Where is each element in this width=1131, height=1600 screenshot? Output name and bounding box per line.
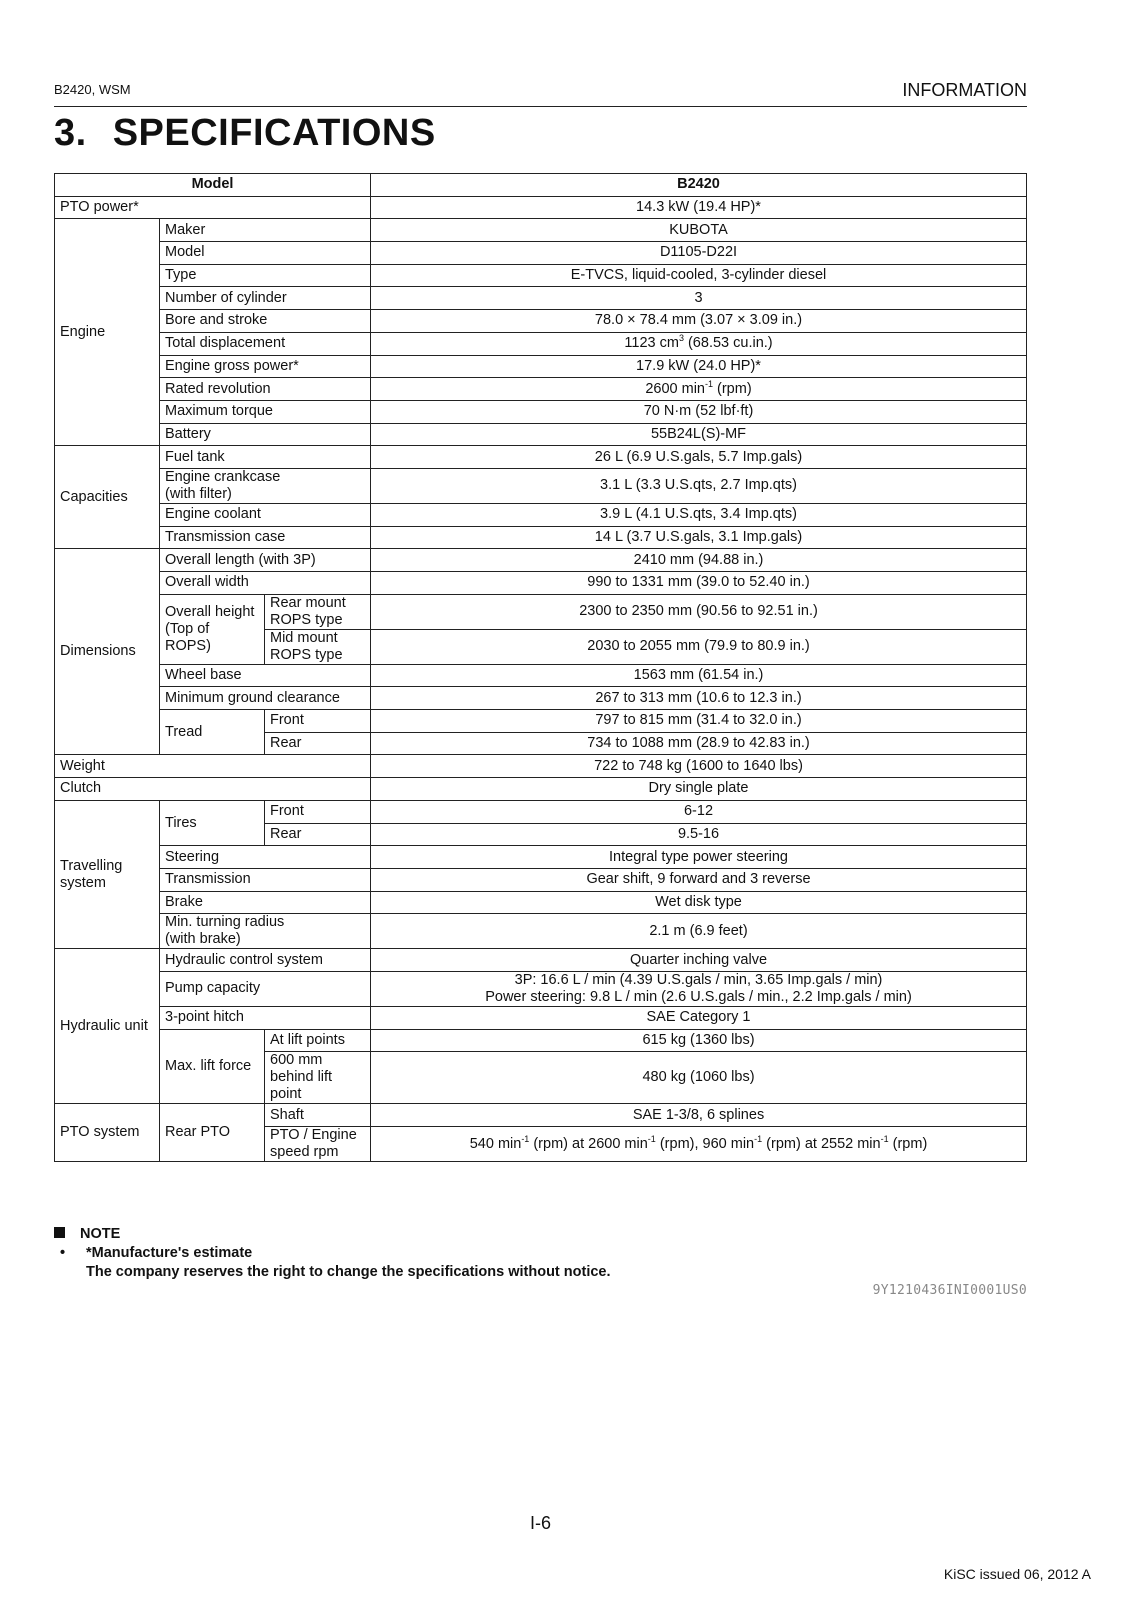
row-label: Rear mount ROPS type: [265, 594, 371, 629]
row-value: SAE 1-3/8, 6 splines: [371, 1104, 1027, 1127]
table-row: [55, 1029, 1027, 1052]
row-value: 6-12: [371, 800, 1027, 823]
page-title: [54, 112, 436, 155]
row-value: 14.3 kW (19.4 HP)*: [371, 196, 1027, 219]
note-body: [60, 1244, 611, 1282]
row-label: Wheel base: [160, 664, 371, 687]
table-row: [55, 687, 1027, 710]
section-number: 3.: [54, 112, 87, 154]
group-pto-system: PTO system: [55, 1104, 160, 1162]
row-label: Rear: [265, 823, 371, 846]
table-row: [55, 1006, 1027, 1029]
row-value: 540 $\min^{-1} (rpm)$ at 2600 $\min^{-1} (rpm)$, 960 $\min^{-1} (rpm)$ at 2552 $\min^{-1} (rpm)$: [371, 1127, 1027, 1162]
row-value: 267 to 313 mm (10.6 to 12.3 in.): [371, 687, 1027, 710]
row-label: Overall length (with 3P): [160, 549, 371, 572]
document-code: 9Y1210436INI0001US0: [872, 1283, 1027, 1298]
table-row: [55, 526, 1027, 549]
row-value: 17.9 kW (24.0 HP)*: [371, 355, 1027, 378]
row-value: D1105-D22I: [371, 242, 1027, 265]
row-value: 2600 $\min^{-1} (rpm)$: [371, 378, 1027, 401]
row-label: 600 mm behind lift point: [265, 1052, 371, 1104]
table-row: [55, 468, 1027, 503]
row-value: 26 L (6.9 U.S.gals, 5.7 Imp.gals): [371, 446, 1027, 469]
table-row: [55, 914, 1027, 949]
table-row: [55, 423, 1027, 446]
group-capacities: Capacities: [55, 446, 160, 549]
row-label: 3-point hitch: [160, 1006, 371, 1029]
table-row: [55, 446, 1027, 469]
row-label: Total displacement: [160, 332, 371, 355]
table-row: [55, 800, 1027, 823]
row-label: Front: [265, 710, 371, 733]
row-label: At lift points: [265, 1029, 371, 1052]
row-label: Engine crankcase (with filter): [160, 468, 371, 503]
square-bullet-icon: [54, 1227, 65, 1238]
row-value: Wet disk type: [371, 891, 1027, 914]
bullet-icon: •: [60, 1245, 66, 1261]
row-label: Mid mount ROPS type: [265, 629, 371, 664]
row-value: 990 to 1331 mm (39.0 to 52.40 in.): [371, 572, 1027, 595]
note-line-1: *Manufacture's estimate: [86, 1245, 253, 1261]
row-label: Model: [160, 242, 371, 265]
table-row: [55, 891, 1027, 914]
table-row: [55, 868, 1027, 891]
table-row: [55, 594, 1027, 629]
row-value: 78.0 × 78.4 mm (3.07 × 3.09 in.): [371, 310, 1027, 333]
group-travelling-system: Travelling system: [55, 800, 160, 948]
row-label: Fuel tank: [160, 446, 371, 469]
row-label: Steering: [160, 846, 371, 869]
header-model: Model: [55, 174, 371, 197]
table-row: [55, 949, 1027, 972]
issue-info: KiSC issued 06, 2012 A: [943, 1566, 1091, 1582]
row-label: Type: [160, 264, 371, 287]
row-label: Front: [265, 800, 371, 823]
row-value: 615 kg (1360 lbs): [371, 1029, 1027, 1052]
row-label: Overall width: [160, 572, 371, 595]
row-value: 1123 $cm^3$ (68.53 cu.in.): [371, 332, 1027, 355]
row-label: PTO / Engine speed rpm: [265, 1127, 371, 1162]
group-hydraulic-unit: Hydraulic unit: [55, 949, 160, 1104]
row-value: 1563 mm (61.54 in.): [371, 664, 1027, 687]
header-section: INFORMATION: [902, 80, 1027, 100]
table-row: [55, 219, 1027, 242]
row-value: Integral type power steering: [371, 846, 1027, 869]
table-row: [55, 846, 1027, 869]
row-label: Shaft: [265, 1104, 371, 1127]
table-row: [55, 1104, 1027, 1127]
subgroup-overall-height: Overall height (Top of ROPS): [160, 594, 265, 664]
specifications-table: [54, 173, 1027, 1162]
row-value: 70 N·m (52 lbf·ft): [371, 400, 1027, 423]
table-row: [55, 310, 1027, 333]
row-value: 3.9 L (4.1 U.S.qts, 3.4 Imp.qts): [371, 503, 1027, 526]
row-value: 3.1 L (3.3 U.S.qts, 2.7 Imp.qts): [371, 468, 1027, 503]
note-heading: NOTE: [54, 1226, 120, 1242]
table-row: [55, 755, 1027, 778]
row-label: Transmission: [160, 868, 371, 891]
row-label: Rated revolution: [160, 378, 371, 401]
row-label: Pump capacity: [160, 971, 371, 1006]
subgroup-rear-pto: Rear PTO: [160, 1104, 265, 1162]
row-label: Brake: [160, 891, 371, 914]
row-value: 9.5-16: [371, 823, 1027, 846]
row-label: Minimum ground clearance: [160, 687, 371, 710]
note-line-2: The company reserves the right to change the specifications without notice.: [86, 1264, 611, 1280]
row-value: 3P: 16.6 L / min (4.39 U.S.gals / min, 3.65 Imp.gals / min) Power steering: 9.8 L / min (2.6 U.S.gals / min., 2.2 Imp.gals / min): [371, 971, 1027, 1006]
row-label: Engine gross power*: [160, 355, 371, 378]
table-row: [55, 400, 1027, 423]
row-value: 3: [371, 287, 1027, 310]
subgroup-tires: Tires: [160, 800, 265, 845]
row-value: KUBOTA: [371, 219, 1027, 242]
row-value: Dry single plate: [371, 778, 1027, 801]
row-label: Engine coolant: [160, 503, 371, 526]
row-value: 2.1 m (6.9 feet): [371, 914, 1027, 949]
row-value: 2300 to 2350 mm (90.56 to 92.51 in.): [371, 594, 1027, 629]
table-row: [55, 355, 1027, 378]
row-label: Number of cylinder: [160, 287, 371, 310]
table-row: [55, 971, 1027, 1006]
row-value: 734 to 1088 mm (28.9 to 42.83 in.): [371, 732, 1027, 755]
subgroup-max-lift-force: Max. lift force: [160, 1029, 265, 1104]
row-value: SAE Category 1: [371, 1006, 1027, 1029]
table-row: [55, 242, 1027, 265]
table-row: [55, 196, 1027, 219]
row-label: Maximum torque: [160, 400, 371, 423]
row-label: Weight: [55, 755, 371, 778]
table-row: [55, 287, 1027, 310]
row-label: Hydraulic control system: [160, 949, 371, 972]
row-label: Bore and stroke: [160, 310, 371, 333]
row-label: Maker: [160, 219, 371, 242]
row-value: Gear shift, 9 forward and 3 reverse: [371, 868, 1027, 891]
table-row: [55, 572, 1027, 595]
table-row: [55, 778, 1027, 801]
row-value: 14 L (3.7 U.S.gals, 3.1 Imp.gals): [371, 526, 1027, 549]
table-row: [55, 378, 1027, 401]
row-value: 2030 to 2055 mm (79.9 to 80.9 in.): [371, 629, 1027, 664]
row-label: Battery: [160, 423, 371, 446]
header-b2420: B2420: [371, 174, 1027, 197]
section-title: SPECIFICATIONS: [112, 112, 436, 154]
row-label: Rear: [265, 732, 371, 755]
header-doc-id: B2420, WSM: [54, 82, 131, 97]
row-value: 480 kg (1060 lbs): [371, 1052, 1027, 1104]
page-number: I-6: [530, 1513, 552, 1533]
row-label: Min. turning radius (with brake): [160, 914, 371, 949]
subgroup-tread: Tread: [160, 710, 265, 755]
table-row: [55, 332, 1027, 355]
row-value: E-TVCS, liquid-cooled, 3-cylinder diesel: [371, 264, 1027, 287]
table-row: [55, 503, 1027, 526]
table-row: [55, 664, 1027, 687]
table-row: [55, 264, 1027, 287]
row-label: Clutch: [55, 778, 371, 801]
header-rule: [54, 106, 1027, 107]
group-dimensions: Dimensions: [55, 549, 160, 755]
row-value: 55B24L(S)-MF: [371, 423, 1027, 446]
row-value: 722 to 748 kg (1600 to 1640 lbs): [371, 755, 1027, 778]
row-value: Quarter inching valve: [371, 949, 1027, 972]
row-label: PTO power*: [55, 196, 371, 219]
row-value: 797 to 815 mm (31.4 to 32.0 in.): [371, 710, 1027, 733]
row-label: Transmission case: [160, 526, 371, 549]
row-value: 2410 mm (94.88 in.): [371, 549, 1027, 572]
table-header-row: [55, 174, 1027, 197]
table-row: [55, 710, 1027, 733]
table-row: [55, 549, 1027, 572]
group-engine: Engine: [55, 219, 160, 446]
